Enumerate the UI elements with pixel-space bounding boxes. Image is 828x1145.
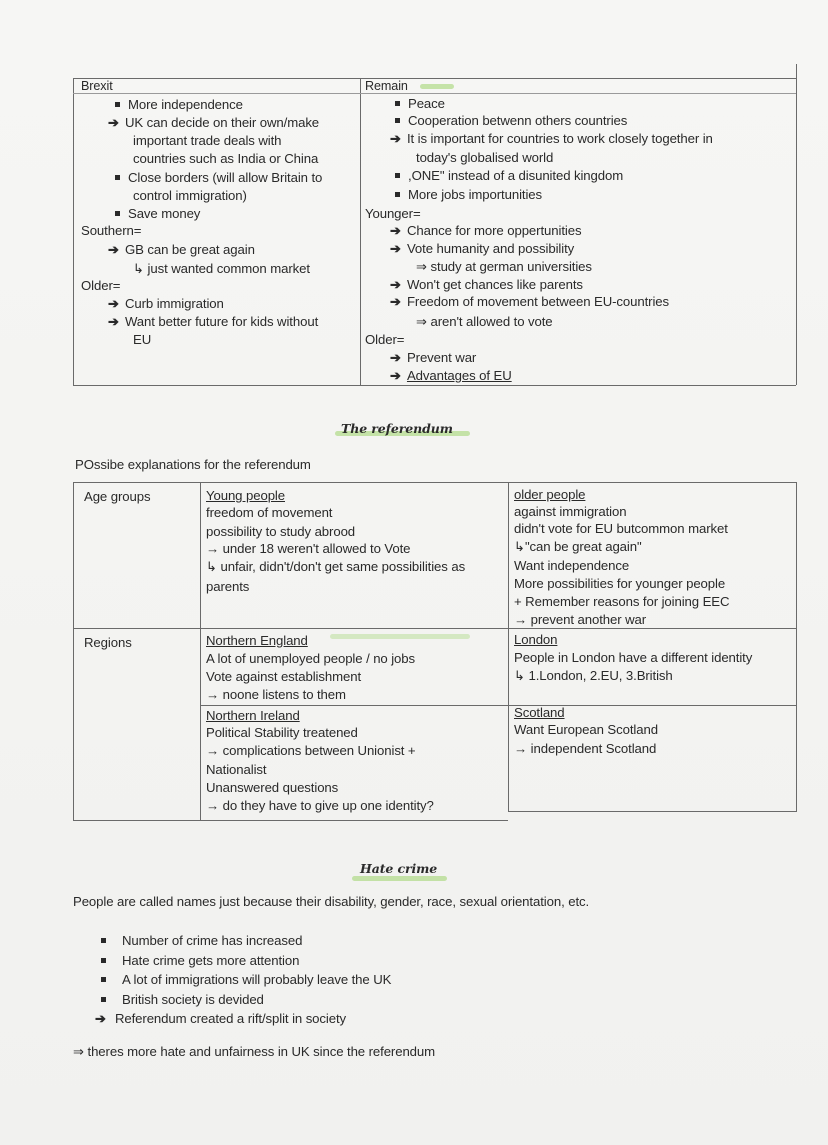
northern-ireland-item: → do they have to give up one identity? (206, 798, 434, 813)
london-item: People in London have a different identity (514, 650, 753, 665)
younger-label: Younger= (365, 206, 421, 221)
brexit-item: ➔ UK can decide on their own/make (108, 115, 320, 130)
northern-ireland-item: Political Stability treatened (206, 725, 358, 740)
scotland-heading: Scotland (514, 705, 565, 720)
arrow-icon: ➔ (390, 350, 401, 365)
older-people-heading: older people (514, 487, 586, 502)
scotland-item: Want European Scotland (514, 722, 658, 737)
younger-item: ➔ Freedom of movement between EU-countries (390, 294, 670, 309)
northern-england-heading: Northern England (206, 633, 308, 648)
london-heading: London (514, 632, 558, 647)
older-item: against immigration (514, 504, 627, 519)
arrow-icon: ➔ (108, 314, 119, 329)
bullet-icon (395, 173, 400, 178)
southern-item-cont: ↳ just wanted common market (133, 261, 310, 276)
young-item: parents (206, 579, 250, 594)
older-item: ➔ Want better future for kids without (108, 314, 319, 329)
brexit-header: Brexit (81, 79, 113, 93)
hate-crime-bullet: Number of crime has increased (101, 932, 302, 950)
hate-crime-title: Hate crime (360, 861, 438, 876)
young-item: possibility to study abrood (206, 524, 356, 539)
younger-item: ➔ Chance for more oppertunities (390, 223, 582, 238)
northern-ireland-item: Nationalist (206, 762, 267, 777)
older-item: More possibilities for younger people (514, 576, 726, 591)
northern-england-highlight (330, 634, 470, 639)
referendum-title: The referendum (341, 421, 453, 436)
arrow-icon: ➔ (108, 296, 119, 311)
younger-item: ➔ Won't get chances like parents (390, 277, 583, 292)
northern-england-item: A lot of unemployed people / no jobs (206, 651, 416, 666)
brexit-item-cont: control immigration) (133, 188, 247, 203)
bullet-icon (395, 101, 400, 106)
table2-col1-divider (200, 482, 201, 820)
older-item: + Remember reasons for joining EEC (514, 594, 730, 609)
table2-bottom-rule-left (73, 820, 508, 821)
young-item: → under 18 weren't allowed to Vote (206, 541, 411, 556)
table1-bottom-rule (73, 385, 796, 386)
bullet-icon (101, 938, 106, 943)
london-item: ↳ 1.London, 2.EU, 3.British (514, 668, 673, 683)
bullet-icon (115, 211, 120, 216)
table2-col2-divider (508, 482, 509, 812)
brexit-item: Save money (115, 205, 200, 223)
scotland-item: → independent Scotland (514, 741, 657, 756)
table2-left-rule (73, 482, 74, 820)
arrow-icon: ➔ (108, 115, 119, 130)
bullet-icon (395, 118, 400, 123)
table2-bottom-rule-right (508, 811, 796, 812)
bullet-icon (101, 977, 106, 982)
remain-item: Peace (395, 95, 445, 113)
older-item-cont: EU (133, 332, 152, 347)
table2-row-divider (73, 628, 796, 629)
northern-england-item: Vote against establishment (206, 669, 362, 684)
remain-item: ,ONE" instead of a disunited kingdom (395, 167, 623, 185)
older-label: Older= (81, 278, 121, 293)
brexit-item: Close borders (will allow Britain to (115, 169, 322, 187)
regions-label: Regions (84, 635, 132, 650)
older-item: didn't vote for EU butcommon market (514, 521, 728, 536)
brexit-item-cont: important trade deals with (133, 133, 282, 148)
older-item: ➔ Curb immigration (108, 296, 224, 311)
remain-item: Cooperation betwenn others countries (395, 112, 627, 130)
remain-older-label: Older= (365, 332, 405, 347)
brexit-item-cont: countries such as India or China (133, 151, 319, 166)
hate-crime-bullet: A lot of immigrations will probably leave the UK (101, 971, 391, 989)
bullet-icon (115, 102, 120, 107)
remain-older-item: ➔ Prevent war (390, 350, 477, 365)
remain-older-item: ➔ Advantages of EU (390, 368, 512, 383)
bullet-icon (395, 192, 400, 197)
remain-highlight (420, 84, 454, 89)
hate-crime-bullet: British society is devided (101, 991, 264, 1009)
remain-item: ➔ It is important for countries to work closely together in (390, 131, 713, 146)
northern-ireland-item: Unanswered questions (206, 780, 339, 795)
table1-left-rule (73, 78, 74, 385)
table1-header-rule-right (360, 93, 796, 94)
arrow-icon: ➔ (390, 241, 401, 256)
northern-ireland-heading: Northern Ireland (206, 708, 300, 723)
table2-region-divider (200, 705, 796, 706)
younger-item: ➔ Vote humanity and possibility (390, 241, 575, 256)
young-people-heading: Young people (206, 488, 285, 503)
brexit-item: More independence (115, 96, 243, 114)
northern-england-item: → noone listens to them (206, 687, 346, 702)
arrow-icon: ➔ (95, 1011, 106, 1026)
northern-ireland-item: → complications between Unionist + (206, 743, 416, 758)
southern-label: Southern= (81, 223, 142, 238)
bullet-icon (101, 997, 106, 1002)
bullet-icon (115, 175, 120, 180)
table1-column-divider (360, 78, 361, 385)
older-item: ↳"can be great again" (514, 539, 642, 554)
arrow-icon: ➔ (390, 131, 401, 146)
older-item: → prevent another war (514, 612, 647, 627)
arrow-icon: ➔ (390, 294, 401, 309)
young-item: ↳ unfair, didn't/don't get same possibilities as (206, 559, 466, 574)
table1-top-rule (73, 78, 796, 79)
arrow-icon: ➔ (390, 277, 401, 292)
arrow-icon: ➔ (108, 242, 119, 257)
table2-top-rule (73, 482, 796, 483)
hate-crime-intro: People are called names just because their disability, gender, race, sexual orientation, etc. (73, 894, 590, 909)
young-item: freedom of movement (206, 505, 333, 520)
remain-item-cont: today's globalised world (416, 150, 554, 165)
arrow-icon: ➔ (390, 368, 401, 383)
younger-item-cont: ⇒ study at german universities (416, 259, 592, 274)
hate-crime-arrow-item: ➔ Referendum created a rift/split in society (95, 1011, 347, 1026)
younger-item-cont: ⇒ aren't allowed to vote (416, 314, 553, 329)
hate-crime-bullet: Hate crime gets more attention (101, 952, 299, 970)
remain-item: More jobs importunities (395, 186, 542, 204)
southern-item: ➔ GB can be great again (108, 242, 255, 257)
hate-crime-conclusion: ⇒ theres more hate and unfairness in UK since the referendum (73, 1044, 436, 1059)
table2-right-rule (796, 482, 797, 812)
table1-right-rule (796, 64, 797, 385)
remain-header: Remain (365, 79, 408, 93)
bullet-icon (101, 958, 106, 963)
referendum-subtitle: POssibe explanations for the referendum (75, 457, 311, 472)
older-item: Want independence (514, 558, 630, 573)
table1-header-rule-left (73, 93, 360, 94)
age-groups-label: Age groups (84, 489, 151, 504)
arrow-icon: ➔ (390, 223, 401, 238)
